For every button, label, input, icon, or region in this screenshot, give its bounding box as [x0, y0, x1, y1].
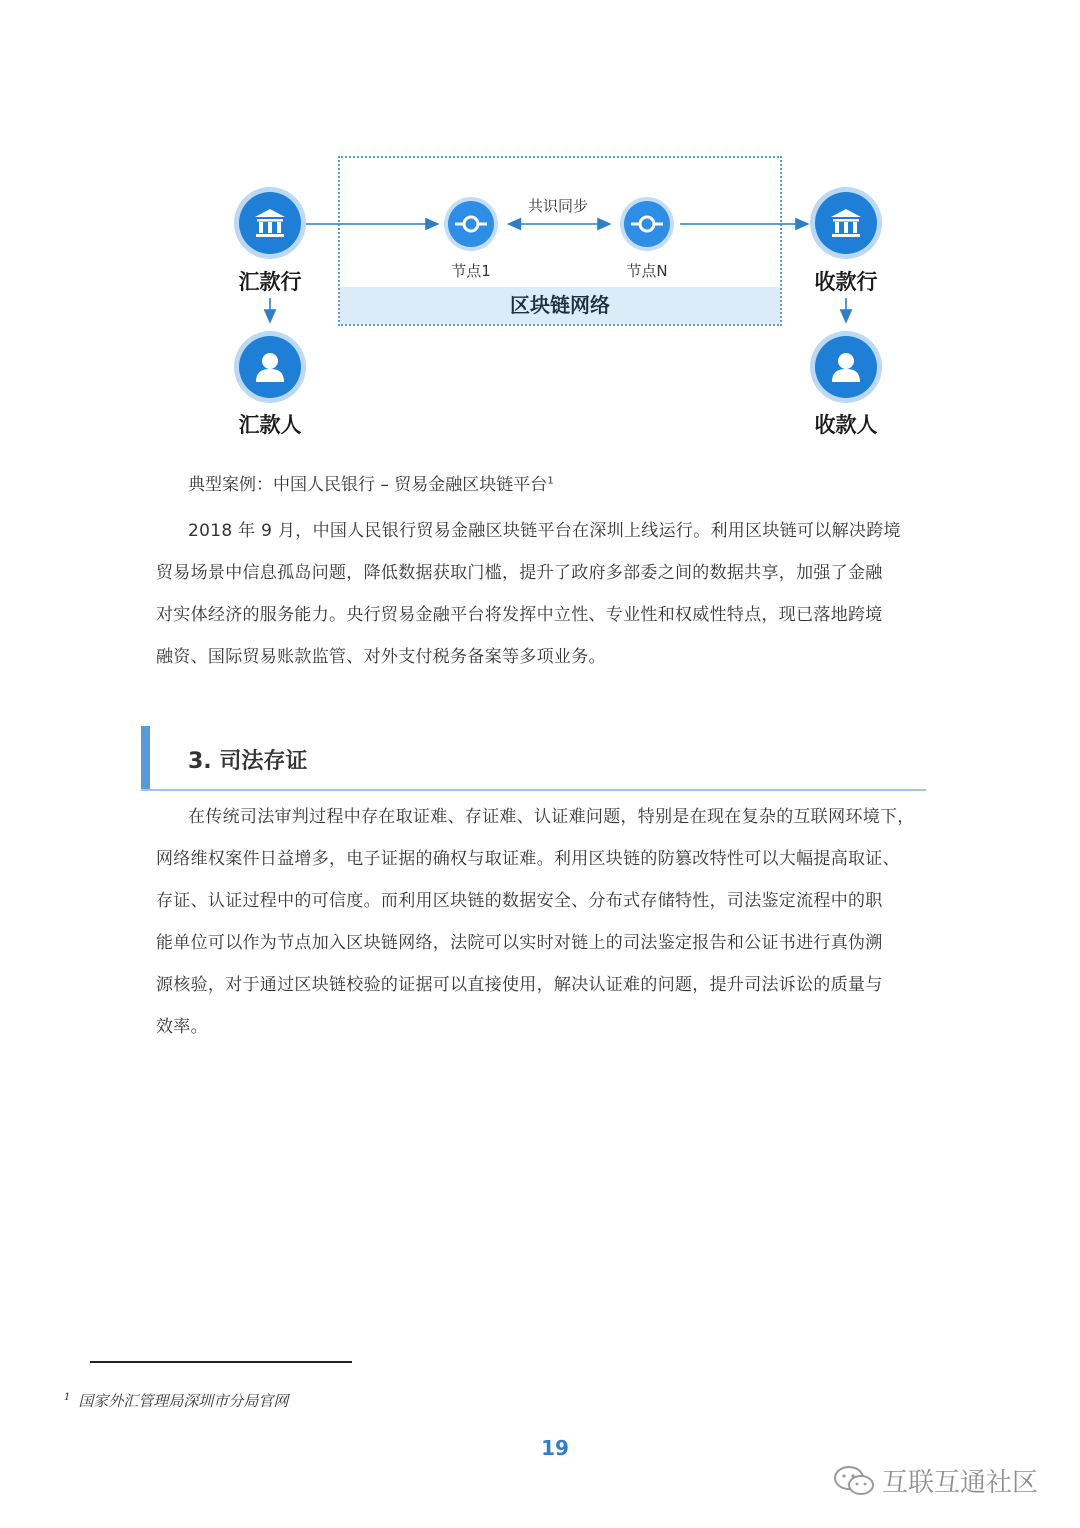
remitting-bank-circle [239, 192, 301, 254]
user-icon [829, 350, 863, 384]
paragraph-line: 贸易场景中信息孤岛问题，降低数据获取门槛，提升了政府多部委之间的数据共享，加强了金融 [156, 563, 883, 583]
bank-icon [829, 207, 863, 239]
paragraph-line: 2018 年 9 月，中国人民银行贸易金融区块链平台在深圳上线运行。利用区块链可以解决跨境 [188, 521, 901, 541]
case-title: 典型案例：中国人民银行 – 贸易金融区块链平台$^1$ [188, 475, 554, 495]
case-paragraph [156, 510, 926, 678]
paragraph-line: 能单位可以作为节点加入区块链网络，法院可以实时对链上的司法鉴定报告和公证书进行真伪溯 [156, 933, 883, 953]
footnote [64, 1390, 288, 1411]
bank-icon [253, 207, 287, 239]
paragraph-line: 融资、国际贸易账款监管、对外支付税务备案等多项业务。 [156, 647, 606, 667]
paragraph-line: 源核验，对于通过区块链校验的证据可以直接使用，解决认证难的问题，提升司法诉讼的质量与 [156, 975, 883, 995]
paragraph-line: 存证、认证过程中的可信度。而利用区块链的数据安全、分布式存储特性，司法鉴定流程中的职 [156, 891, 883, 911]
receiving-bank-label: 收款行 [814, 270, 878, 294]
payee-label: 收款人 [814, 413, 878, 437]
paragraph-line: 对实体经济的服务能力。央行贸易金融平台将发挥中立性、专业性和权威性特点，现已落地跨境 [156, 605, 883, 625]
footnote-ref: 1 [547, 475, 554, 487]
node-icon [630, 214, 664, 234]
footnote-divider [90, 1361, 352, 1363]
node1-circle [448, 201, 494, 247]
user-icon [253, 350, 287, 384]
watermark [832, 1462, 1038, 1499]
node1-label: 节点1 [451, 262, 491, 280]
footnote-text: 国家外汇管理局深圳市分局官网 [78, 1392, 289, 1410]
remitting-bank-label: 汇款行 [238, 270, 302, 294]
watermark-text: 互联互通社区 [882, 1468, 1039, 1498]
paragraph-line: 网络维权案件日益增多，电子证据的确权与取证难。利用区块链的防篡改特性可以大幅提高取证、 [156, 849, 900, 869]
section-underline [141, 789, 926, 791]
receiving-bank-circle [815, 192, 877, 254]
diagram-arrows [0, 0, 1080, 460]
nodeN-label: 节点N [626, 262, 668, 280]
node-icon [454, 214, 488, 234]
page-number: 19 [541, 1436, 569, 1460]
section-title: 3. 司法存证 [188, 749, 308, 774]
blockchain-network-label: 区块链网络 [510, 293, 610, 317]
paragraph-line: 在传统司法审判过程中存在取证难、存证难、认证难问题，特别是在现在复杂的互联网环境下， [188, 807, 915, 827]
section-paragraph [156, 796, 926, 1048]
payee-circle [815, 336, 877, 398]
section-accent-bar [141, 726, 150, 790]
paragraph-line: 效率。 [156, 1017, 208, 1037]
footnote-number: 1 [64, 1392, 71, 1403]
remitter-label: 汇款人 [238, 413, 302, 437]
consensus-label: 共识同步 [528, 197, 589, 215]
nodeN-circle [624, 201, 670, 247]
remitter-circle [239, 336, 301, 398]
wechat-icon [832, 1464, 876, 1498]
